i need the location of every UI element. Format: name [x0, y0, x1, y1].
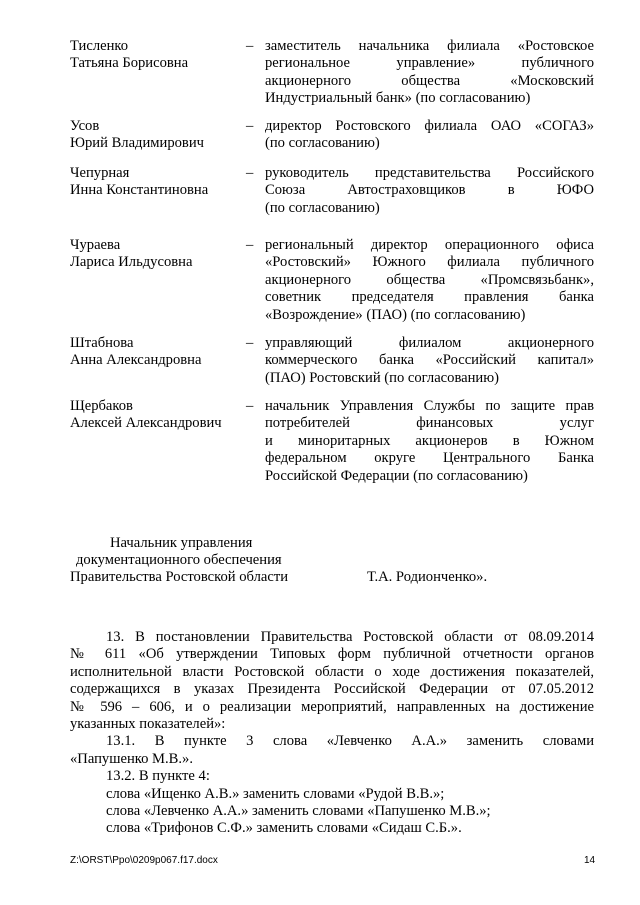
desc-line: начальник Управления Службы по защите прав: [265, 398, 594, 414]
member-description: [265, 335, 594, 387]
paragraph-line: 13.2. В пункте 4:: [106, 768, 210, 785]
paragraph-line: слова «Ищенко А.В.» заменить словами «Рудой В.В.»;: [106, 785, 445, 802]
member-surname: Чураева: [70, 237, 121, 253]
paragraph-line: содержащихся в указах Президента Российской Федерации от 07.05.2012: [70, 681, 594, 698]
desc-line: коммерческого банка «Российский капитал»: [265, 352, 594, 369]
member-description: [265, 38, 594, 108]
desc-line: управляющий филиалом акционерного: [265, 335, 594, 351]
desc-line: Российской Федерации (по согласованию): [265, 467, 528, 484]
desc-line: акционерного общества «Промсвязьбанк»,: [265, 271, 594, 288]
member-dash: –: [246, 237, 254, 253]
signature-title-line-3: Правительства Ростовской области: [70, 569, 289, 585]
member-surname: Щербаков: [70, 398, 133, 414]
paragraph-line: № 611 «Об утверждении Типовых форм публичной отчетности органов: [70, 646, 594, 663]
member-dash: –: [246, 165, 254, 181]
member-given-names: Юрий Владимирович: [70, 135, 204, 152]
member-surname: Штабнова: [70, 335, 134, 351]
member-description: [265, 237, 594, 324]
desc-line: федеральном округе Центрального Банка: [265, 450, 594, 467]
desc-line: «Возрождение» (ПАО) (по согласованию): [265, 306, 526, 323]
member-given-names: Алексей Александрович: [70, 415, 222, 432]
desc-line: Индустриальный банк» (по согласованию): [265, 90, 531, 107]
signature-title-line-2: документационного обеспечения: [76, 552, 282, 568]
desc-line: руководитель представительства Российского: [265, 165, 594, 181]
paragraph-line: слова «Трифонов С.Ф.» заменить словами «Сидаш С.Б.».: [106, 820, 462, 837]
member-name: [70, 118, 235, 153]
paragraph-line: «Папушенко М.В.».: [70, 750, 193, 767]
desc-line: потребителей финансовых услуг: [265, 415, 594, 432]
desc-line: «Ростовский» Южного филиала публичного: [265, 254, 594, 271]
member-dash: –: [246, 335, 254, 351]
paragraph-line: № 596 – 606, и о реализации мероприятий, направленных на достижение: [70, 698, 594, 715]
member-name: [70, 165, 235, 200]
member-given-names: Анна Александровна: [70, 352, 202, 369]
member-name: [70, 398, 235, 433]
member-surname: Усов: [70, 118, 100, 134]
desc-line: региональное управление» публичного: [265, 55, 594, 72]
desc-line: региональный директор операционного офиса: [265, 237, 594, 253]
member-dash: –: [246, 118, 254, 134]
signature-title-line-1: Начальник управления: [110, 535, 253, 551]
member-description: [265, 165, 594, 217]
member-given-names: Лариса Ильдусовна: [70, 254, 193, 271]
footer-file-path: Z:\ORST\Ppo\0209p067.f17.docx: [70, 855, 218, 866]
paragraph-line: 13.1. В пункте 3 слова «Левченко А.А.» заменить словами: [106, 733, 594, 750]
desc-line: акционерного общества «Московский: [265, 72, 594, 89]
member-name: [70, 335, 235, 370]
paragraph-line: 13. В постановлении Правительства Ростовской области от 08.09.2014: [106, 629, 594, 645]
member-surname: Чепурная: [70, 165, 130, 181]
paragraph-line: слова «Левченко А.А.» заменить словами «Папушенко М.В.»;: [106, 803, 491, 820]
member-name: [70, 237, 235, 272]
paragraph-line: указанных показателей»:: [70, 716, 226, 733]
member-dash: –: [246, 38, 254, 54]
footer-page-number: 14: [584, 855, 596, 866]
desc-line: (по согласованию): [265, 199, 380, 216]
member-description: [265, 398, 594, 485]
signature-signer: Т.А. Родионченко».: [367, 569, 488, 585]
member-given-names: Инна Константиновна: [70, 182, 209, 199]
member-dash: –: [246, 398, 254, 414]
desc-line: директор Ростовского филиала ОАО «СОГАЗ»: [265, 118, 594, 134]
paragraph-line: исполнительной власти Ростовской области о ходе достижения показателей,: [70, 663, 594, 680]
paragraph-13: [70, 629, 594, 838]
desc-line: и миноритарных акционеров в Южном: [265, 432, 594, 449]
desc-line: Союза Автостраховщиков в ЮФО: [265, 182, 594, 199]
desc-line: заместитель начальника филиала «Ростовское: [265, 38, 594, 54]
desc-line: советник председателя правления банка: [265, 289, 594, 306]
member-name: [70, 38, 235, 73]
desc-line: (ПАО) Ростовский (по согласованию): [265, 369, 499, 386]
desc-line: (по согласованию): [265, 135, 380, 152]
member-description: [265, 118, 594, 153]
member-surname: Тисленко: [70, 38, 129, 54]
member-given-names: Татьяна Борисовна: [70, 55, 189, 72]
